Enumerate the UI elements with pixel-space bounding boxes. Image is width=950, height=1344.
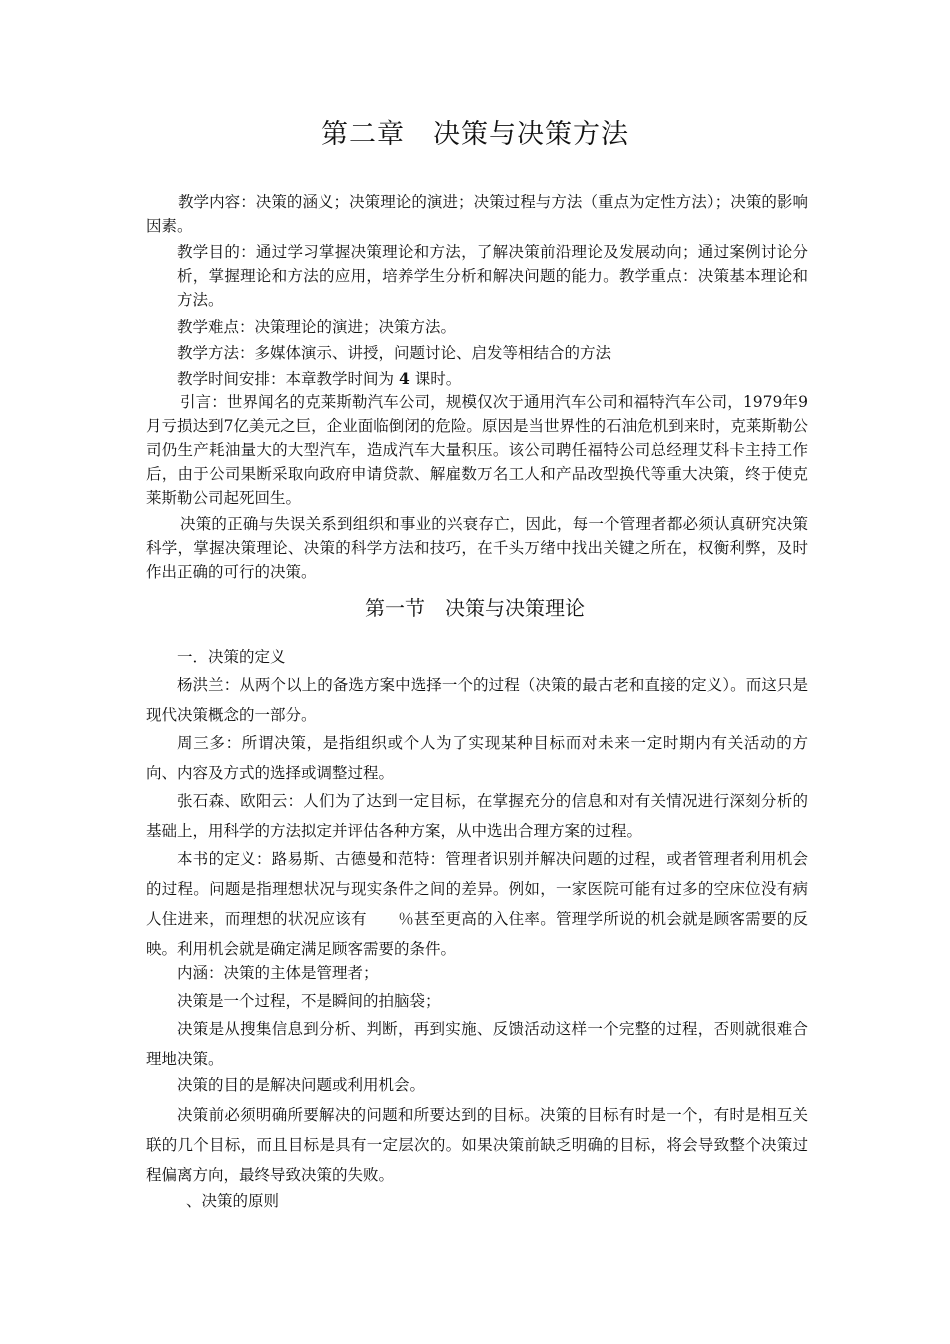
definition-yang: 杨洪兰：从两个以上的备选方案中选择一个的过程（决策的最古老和直接的定义）。而这只是现代决策概念的一部分。 [146,676,808,724]
connotation-2: 决策是一个过程，不是瞬间的拍脑袋； [177,992,441,1010]
definition-zhang: 张石森、欧阳云：人们为了达到一定目标，在掌握充分的信息和对有关情况进行深刻分析的基础上，用科学的方法拟定并评估各种方案，从中选出合理方案的过程。 [146,792,808,840]
heading-definition: 一．决策的定义 [177,648,286,666]
goal-paragraph: 决策前必须明确所要解决的问题和所要达到的目标。决策的目标有时是一个，有时是相互关联的几个目标，而且目标是具有一定层次的。如果决策前缺乏明确的目标，将会导致整个决策过程偏离方向，最终导致决策的失败。 [146,1106,808,1184]
connotation-4: 决策的目的是解决问题或利用机会。 [177,1076,426,1094]
teaching-time-prefix: 教学时间安排：本章教学时间为 [177,370,395,388]
teaching-difficulty: 教学难点：决策理论的演进；决策方法。 [177,318,457,336]
importance-paragraph: 决策的正确与失误关系到组织和事业的兴衰存亡，因此，每一个管理者都必须认真研究决策科学，掌握决策理论、决策的科学方法和技巧，在千头万绪中找出关键之所在，权衡利弊，及时作出正确的可行的决策。 [146,515,808,581]
lead-paragraph: 引言：世界闻名的克莱斯勒汽车公司，规模仅次于通用汽车公司和福特汽车公司，1979年9月亏损达到7亿美元之巨，企业面临倒闭的危险。原因是当世界性的石油危机到来时，克莱斯勒公司仍生产耗油量大的大型汽车，造成汽车大量积压。该公司聘任福特公司总经理艾科卡主持工作后，由于公司果断采取向政府申请贷款、解雇数万名工人和产品改型换代等重大决策，终于使克莱斯勒公司起死回生。 [146,393,808,507]
teaching-time-suffix: 课时。 [414,370,462,388]
teaching-method: 教学方法：多媒体演示、讲授，问题讨论、启发等相结合的方法 [177,344,612,362]
definition-book: 本书的定义：路易斯、古德曼和范特：管理者识别并解决问题的过程，或者管理者利用机会的过程。问题是指理想状况与现实条件之间的差异。例如，一家医院可能有过多的空床位没有病人住进来，而理想的状况应该有 ％甚至更高的入住率。管理学所说的机会就是顾客需要的反映。利用机会就是确定满足顾客需要的条件。 [146,850,808,958]
connotation-1: 内涵：决策的主体是管理者； [177,964,379,982]
teaching-purpose: 教学目的：通过学习掌握决策理论和方法，了解决策前沿理论及发展动向；通过案例讨论分析，掌握理论和方法的应用，培养学生分析和解决问题的能力。教学重点：决策基本理论和方法。 [177,243,808,309]
section-title: 第一节 决策与决策理论 [365,596,585,620]
connotation-3: 决策是从搜集信息到分析、判断，再到实施、反馈活动这样一个完整的过程，否则就很难合理地决策。 [146,1020,808,1068]
teaching-time [177,366,461,392]
heading-principle: 、决策的原则 [186,1192,280,1210]
definition-zhou: 周三多：所谓决策，是指组织或个人为了实现某种目标而对未来一定时期内有关活动的方向、内容及方式的选择或调整过程。 [146,734,808,782]
chapter-title: 第二章 决策与决策方法 [321,119,629,150]
teaching-time-hours: 4 [398,369,410,388]
teaching-content: 教学内容：决策的涵义；决策理论的演进；决策过程与方法（重点为定性方法）；决策的影响因素。 [146,193,808,235]
